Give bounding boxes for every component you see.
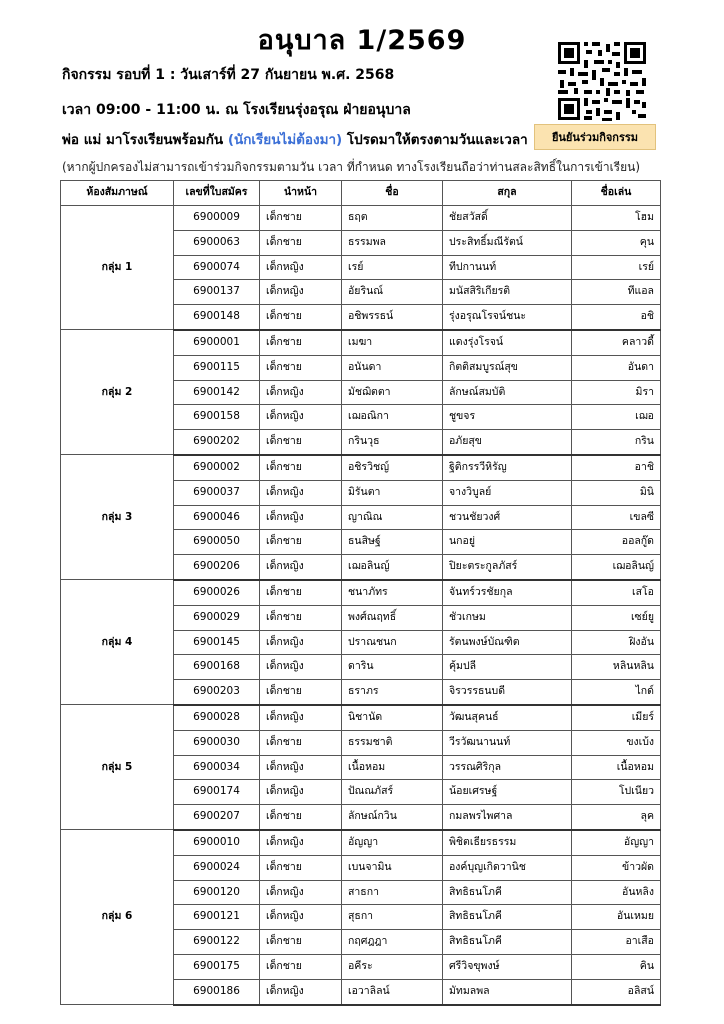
last-name-cell: ชูขจร bbox=[443, 405, 572, 430]
application-no-cell: 6900030 bbox=[174, 730, 260, 755]
first-name-cell: พงศ์ณฤทธิ์ bbox=[342, 605, 443, 630]
first-name-cell: ธนสิษฐ์ bbox=[342, 530, 443, 555]
nickname-cell: เรย์ bbox=[572, 255, 661, 280]
application-no-cell: 6900009 bbox=[174, 206, 260, 231]
nickname-cell: เซย์ยู bbox=[572, 605, 661, 630]
application-no-cell: 6900115 bbox=[174, 355, 260, 380]
first-name-cell: สุธกา bbox=[342, 905, 443, 930]
application-no-cell: 6900024 bbox=[174, 855, 260, 880]
nickname-cell: ฝิงอัน bbox=[572, 630, 661, 655]
application-no-cell: 6900037 bbox=[174, 480, 260, 505]
first-name-cell: เมฆา bbox=[342, 330, 443, 355]
last-name-cell: ปิยะตระกูลภัสร์ bbox=[443, 555, 572, 580]
prefix-cell: เด็กชาย bbox=[260, 430, 342, 455]
application-no-cell: 6900002 bbox=[174, 455, 260, 480]
first-name-cell: อนันดา bbox=[342, 355, 443, 380]
prefix-cell: เด็กหญิง bbox=[260, 979, 342, 1004]
last-name-cell: ชัยสวัสดิ์ bbox=[443, 206, 572, 231]
first-name-cell: กฤศฎฎา bbox=[342, 930, 443, 955]
nickname-cell: คุน bbox=[572, 230, 661, 255]
first-name-cell: ชนาภัทร bbox=[342, 580, 443, 605]
table-row bbox=[61, 580, 661, 605]
first-name-cell: มัชฌิตตา bbox=[342, 380, 443, 405]
first-name-cell: เฌอณิกา bbox=[342, 405, 443, 430]
table-row bbox=[61, 330, 661, 355]
nickname-cell: อัญญา bbox=[572, 830, 661, 855]
activity-round-date: กิจกรรม รอบที่ 1 : วันเสาร์ที่ 27 กันยายน พ.ศ. 2568 bbox=[62, 67, 395, 83]
prefix-cell: เด็กชาย bbox=[260, 954, 342, 979]
prefix-cell: เด็กชาย bbox=[260, 730, 342, 755]
first-name-cell: ธฤต bbox=[342, 206, 443, 231]
nickname-cell: มินิ bbox=[572, 480, 661, 505]
activity-time-location: เวลา 09:00 - 11:00 น. ณ โรงเรียนรุ่งอรุณ ฝ่ายอนุบาล bbox=[62, 102, 411, 118]
instruction-highlight: (นักเรียนไม่ต้องมา) bbox=[227, 132, 343, 148]
last-name-cell: สิทธิธนโภคี bbox=[443, 880, 572, 905]
last-name-cell: น้อยเศรษฐ์ bbox=[443, 780, 572, 805]
nickname-cell: กริน bbox=[572, 430, 661, 455]
application-no-cell: 6900074 bbox=[174, 255, 260, 280]
application-no-cell: 6900168 bbox=[174, 655, 260, 680]
nickname-cell: คิน bbox=[572, 954, 661, 979]
last-name-cell: วัฒนสุคนธ์ bbox=[443, 705, 572, 730]
first-name-cell: ปราณชนก bbox=[342, 630, 443, 655]
application-no-cell: 6900174 bbox=[174, 780, 260, 805]
application-no-cell: 6900137 bbox=[174, 280, 260, 305]
prefix-cell: เด็กชาย bbox=[260, 855, 342, 880]
first-name-cell: สาธกา bbox=[342, 880, 443, 905]
nickname-cell: โปเนียว bbox=[572, 780, 661, 805]
application-no-cell: 6900148 bbox=[174, 305, 260, 330]
prefix-cell: เด็กชาย bbox=[260, 530, 342, 555]
prefix-cell: เด็กชาย bbox=[260, 330, 342, 355]
prefix-cell: เด็กหญิง bbox=[260, 380, 342, 405]
last-name-cell: ลักษณ์สมบัติ bbox=[443, 380, 572, 405]
prefix-cell: เด็กหญิง bbox=[260, 755, 342, 780]
last-name-cell: สิทธิธนโภคี bbox=[443, 930, 572, 955]
prefix-cell: เด็กชาย bbox=[260, 455, 342, 480]
prefix-cell: เด็กหญิง bbox=[260, 555, 342, 580]
last-name-cell: คุ้มปลี bbox=[443, 655, 572, 680]
last-name-cell: รัตนพงษ์บัณฑิต bbox=[443, 630, 572, 655]
prefix-cell: เด็กหญิง bbox=[260, 780, 342, 805]
table-row bbox=[61, 206, 661, 231]
nickname-cell: ขงเบ้ง bbox=[572, 730, 661, 755]
last-name-cell: ศรีวิจขุพงษ์ bbox=[443, 954, 572, 979]
first-name-cell: อัยรินณ์ bbox=[342, 280, 443, 305]
prefix-cell: เด็กหญิง bbox=[260, 905, 342, 930]
prefix-cell: เด็กชาย bbox=[260, 355, 342, 380]
last-name-cell: ชัวเกษม bbox=[443, 605, 572, 630]
first-name-cell: ดาริน bbox=[342, 655, 443, 680]
instruction-text: พ่อ แม่ มาโรงเรียนพร้อมกัน bbox=[62, 132, 228, 148]
nickname-cell: อันดา bbox=[572, 355, 661, 380]
page-title: อนุบาล 1/2569 bbox=[257, 25, 467, 56]
last-name-cell: กิตติสมบูรณ์สุข bbox=[443, 355, 572, 380]
column-header-application-no: เลขที่ใบสมัคร bbox=[174, 181, 260, 206]
application-no-cell: 6900142 bbox=[174, 380, 260, 405]
nickname-cell: อลิสน์ bbox=[572, 979, 661, 1004]
instruction-text-end: โปรดมาให้ตรงตามวันและเวลา bbox=[342, 132, 528, 148]
forfeit-note: (หากผู้ปกครองไม่สามารถเข้าร่วมกิจกรรมตามวัน เวลา ที่กำหนด ทางโรงเรียนถือว่าท่านสละสิทธิ์ในการเข้าเรียน) bbox=[62, 160, 641, 174]
prefix-cell: เด็กชาย bbox=[260, 805, 342, 830]
first-name-cell: อชิรวิชญ์ bbox=[342, 455, 443, 480]
last-name-cell: องค์บุญเกิดวานิช bbox=[443, 855, 572, 880]
table-row bbox=[61, 705, 661, 730]
application-no-cell: 6900145 bbox=[174, 630, 260, 655]
nickname-cell: ทีแอล bbox=[572, 280, 661, 305]
prefix-cell: เด็กหญิง bbox=[260, 280, 342, 305]
last-name-cell: จิรวรรธนบดี bbox=[443, 680, 572, 705]
first-name-cell: เบนจามิน bbox=[342, 855, 443, 880]
last-name-cell: วรรณศิริกุล bbox=[443, 755, 572, 780]
column-header-room: ห้องสัมภาษณ์ bbox=[61, 181, 174, 206]
nickname-cell: เมียร์ bbox=[572, 705, 661, 730]
nickname-cell: อาเสือ bbox=[572, 930, 661, 955]
prefix-cell: เด็กชาย bbox=[260, 230, 342, 255]
application-no-cell: 6900206 bbox=[174, 555, 260, 580]
nickname-cell: เนื้อหอม bbox=[572, 755, 661, 780]
first-name-cell: อชิพรรธน์ bbox=[342, 305, 443, 330]
prefix-cell: เด็กชาย bbox=[260, 305, 342, 330]
first-name-cell: เฌอลินญ์ bbox=[342, 555, 443, 580]
last-name-cell: มัทมลพล bbox=[443, 979, 572, 1004]
last-name-cell: กมลพรไพศาล bbox=[443, 805, 572, 830]
application-no-cell: 6900010 bbox=[174, 830, 260, 855]
application-no-cell: 6900202 bbox=[174, 430, 260, 455]
group-name-cell: กลุ่ม 2 bbox=[61, 330, 174, 455]
nickname-cell: ข้าวผัด bbox=[572, 855, 661, 880]
prefix-cell: เด็กหญิง bbox=[260, 655, 342, 680]
first-name-cell: ธรรมชาติ bbox=[342, 730, 443, 755]
prefix-cell: เด็กหญิง bbox=[260, 255, 342, 280]
first-name-cell: อัญญา bbox=[342, 830, 443, 855]
column-header-prefix: นำหน้า bbox=[260, 181, 342, 206]
first-name-cell: เรย์ bbox=[342, 255, 443, 280]
first-name-cell: ลักษณ์กวิน bbox=[342, 805, 443, 830]
group-name-cell: กลุ่ม 3 bbox=[61, 455, 174, 580]
application-no-cell: 6900034 bbox=[174, 755, 260, 780]
table-header-row bbox=[61, 181, 661, 206]
last-name-cell: สิทธิธนโภคี bbox=[443, 905, 572, 930]
nickname-cell: อันหลิง bbox=[572, 880, 661, 905]
prefix-cell: เด็กหญิง bbox=[260, 505, 342, 530]
last-name-cell: พิชิตเธียรธรรม bbox=[443, 830, 572, 855]
last-name-cell: ฐิติกรรวีหิรัญ bbox=[443, 455, 572, 480]
nickname-cell: ออลกู๊ด bbox=[572, 530, 661, 555]
last-name-cell: นกอยู่ bbox=[443, 530, 572, 555]
first-name-cell: ธรรมพล bbox=[342, 230, 443, 255]
prefix-cell: เด็กหญิง bbox=[260, 630, 342, 655]
first-name-cell: นิชานัด bbox=[342, 705, 443, 730]
prefix-cell: เด็กหญิง bbox=[260, 405, 342, 430]
group-name-cell: กลุ่ม 1 bbox=[61, 206, 174, 330]
last-name-cell: จันทร์วรชัยกุล bbox=[443, 580, 572, 605]
confirm-participation-button[interactable]: ยืนยันร่วมกิจกรรม bbox=[534, 124, 656, 150]
application-no-cell: 6900028 bbox=[174, 705, 260, 730]
application-no-cell: 6900158 bbox=[174, 405, 260, 430]
nickname-cell: อันเหมย bbox=[572, 905, 661, 930]
column-header-last-name: สกุล bbox=[443, 181, 572, 206]
application-no-cell: 6900050 bbox=[174, 530, 260, 555]
nickname-cell: หลินหลิน bbox=[572, 655, 661, 680]
application-no-cell: 6900026 bbox=[174, 580, 260, 605]
nickname-cell: เฌอ bbox=[572, 405, 661, 430]
nickname-cell: โฮม bbox=[572, 206, 661, 231]
first-name-cell: ญาณิณ bbox=[342, 505, 443, 530]
nickname-cell: ลุค bbox=[572, 805, 661, 830]
application-no-cell: 6900186 bbox=[174, 979, 260, 1004]
group-name-cell: กลุ่ม 6 bbox=[61, 830, 174, 1005]
last-name-cell: ทีปกานนท์ bbox=[443, 255, 572, 280]
nickname-cell: มิรา bbox=[572, 380, 661, 405]
application-no-cell: 6900121 bbox=[174, 905, 260, 930]
nickname-cell: เขลซี bbox=[572, 505, 661, 530]
last-name-cell: วีรวัฒนานนท์ bbox=[443, 730, 572, 755]
application-no-cell: 6900063 bbox=[174, 230, 260, 255]
first-name-cell: มิรันตา bbox=[342, 480, 443, 505]
prefix-cell: เด็กหญิง bbox=[260, 705, 342, 730]
prefix-cell: เด็กชาย bbox=[260, 605, 342, 630]
last-name-cell: จางวิบูลย์ bbox=[443, 480, 572, 505]
nickname-cell: อชิ bbox=[572, 305, 661, 330]
first-name-cell: เนื้อหอม bbox=[342, 755, 443, 780]
application-no-cell: 6900203 bbox=[174, 680, 260, 705]
nickname-cell: คลาวดี้ bbox=[572, 330, 661, 355]
last-name-cell: ชวนชัยวงศ์ bbox=[443, 505, 572, 530]
application-no-cell: 6900029 bbox=[174, 605, 260, 630]
last-name-cell: ประสิทธิ์มณีรัตน์ bbox=[443, 230, 572, 255]
prefix-cell: เด็กหญิง bbox=[260, 480, 342, 505]
roster-body bbox=[61, 206, 661, 1005]
application-no-cell: 6900175 bbox=[174, 954, 260, 979]
first-name-cell: ปัณณภัสร์ bbox=[342, 780, 443, 805]
prefix-cell: เด็กชาย bbox=[260, 680, 342, 705]
application-no-cell: 6900001 bbox=[174, 330, 260, 355]
first-name-cell: กรินวุธ bbox=[342, 430, 443, 455]
nickname-cell: อาชิ bbox=[572, 455, 661, 480]
qr-code-icon[interactable] bbox=[556, 40, 648, 122]
first-name-cell: เอวาลิลน์ bbox=[342, 979, 443, 1004]
table-row bbox=[61, 455, 661, 480]
group-name-cell: กลุ่ม 4 bbox=[61, 580, 174, 705]
nickname-cell: เสโอ bbox=[572, 580, 661, 605]
first-name-cell: ธราภร bbox=[342, 680, 443, 705]
nickname-cell: ไกด์ bbox=[572, 680, 661, 705]
prefix-cell: เด็กชาย bbox=[260, 580, 342, 605]
table-row bbox=[61, 830, 661, 855]
prefix-cell: เด็กชาย bbox=[260, 930, 342, 955]
prefix-cell: เด็กหญิง bbox=[260, 830, 342, 855]
column-header-first-name: ชื่อ bbox=[342, 181, 443, 206]
parent-instruction bbox=[62, 128, 528, 150]
prefix-cell: เด็กชาย bbox=[260, 206, 342, 231]
prefix-cell: เด็กหญิง bbox=[260, 880, 342, 905]
last-name-cell: รุ่งอรุณโรจน์ชนะ bbox=[443, 305, 572, 330]
first-name-cell: อคีระ bbox=[342, 954, 443, 979]
interview-roster-table bbox=[60, 180, 661, 1006]
last-name-cell: แดงรุ่งโรจน์ bbox=[443, 330, 572, 355]
application-no-cell: 6900046 bbox=[174, 505, 260, 530]
last-name-cell: อภัยสุข bbox=[443, 430, 572, 455]
nickname-cell: เฌอลินญ์ bbox=[572, 555, 661, 580]
group-name-cell: กลุ่ม 5 bbox=[61, 705, 174, 830]
application-no-cell: 6900120 bbox=[174, 880, 260, 905]
last-name-cell: มนัสสิริเกียรติ bbox=[443, 280, 572, 305]
application-no-cell: 6900122 bbox=[174, 930, 260, 955]
column-header-nickname: ชื่อเล่น bbox=[572, 181, 661, 206]
application-no-cell: 6900207 bbox=[174, 805, 260, 830]
